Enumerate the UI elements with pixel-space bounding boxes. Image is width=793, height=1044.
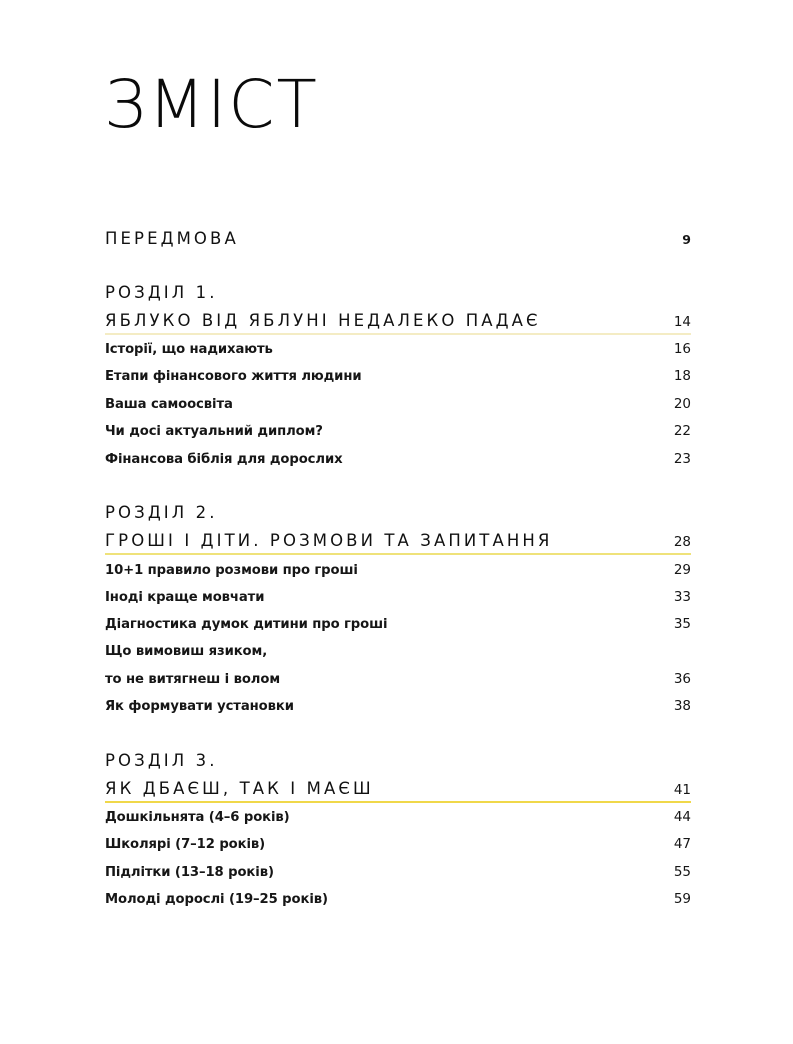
entry-page-number: 16 [673,341,691,357]
entry-page-number: 29 [673,562,691,578]
toc-entry[interactable] [105,589,691,605]
toc-entry[interactable] [105,836,691,852]
entry-page-number: 55 [673,864,691,880]
chapter-label: РОЗДІЛ 1. [105,283,218,302]
toc-entry[interactable] [105,562,691,578]
chapter-label: РОЗДІЛ 2. [105,503,218,522]
toc-entry[interactable] [105,809,691,825]
entry-label: Як формувати установки [105,699,294,714]
chapter-page-number: 14 [673,314,691,330]
entry-page-number: 36 [673,671,691,687]
entry-label: Фінансова біблія для дорослих [105,452,343,467]
page-title: ЗМІСТ [104,66,319,143]
entry-label: Іноді краще мовчати [105,590,265,605]
chapter-1-divider [105,333,691,335]
entry-page-number: 18 [673,368,691,384]
entry-label: Школярі (7–12 років) [105,837,266,852]
entry-page-number: 23 [673,451,691,467]
toc-entry[interactable] [105,644,691,659]
toc-entry[interactable] [105,396,691,412]
toc-entry[interactable] [105,671,691,687]
toc-entry[interactable] [105,451,691,467]
toc-entry[interactable] [105,864,691,880]
entry-page-number: 47 [673,836,691,852]
entry-page-number: 35 [673,616,691,632]
toc-entry[interactable] [105,341,691,357]
chapter-2-number [105,503,691,522]
chapter-title: ГРОШІ І ДІТИ. РОЗМОВИ ТА ЗАПИТАННЯ [105,531,553,550]
entry-page-number: 44 [673,809,691,825]
toc-entry-preface[interactable] [105,229,691,248]
chapter-page-number: 41 [673,782,691,798]
entry-label: Чи досі актуальний диплом? [105,424,323,439]
toc-entry[interactable] [105,891,691,907]
entry-label: Діагностика думок дитини про гроші [105,617,388,632]
preface-page-number: 9 [682,232,691,247]
entry-label: Історії, що надихають [105,342,273,357]
entry-label: Молоді дорослі (19–25 років) [105,892,328,907]
chapter-1-number [105,283,691,302]
chapter-title: ЯБЛУКО ВІД ЯБЛУНІ НЕДАЛЕКО ПАДАЄ [105,311,541,330]
entry-label: Ваша самоосвіта [105,397,233,412]
entry-page-number: 59 [673,891,691,907]
entry-label: Підлітки (13–18 років) [105,865,274,880]
entry-label: Етапи фінансового життя людини [105,369,362,384]
entry-page-number: 33 [673,589,691,605]
preface-label: ПЕРЕДМОВА [105,229,239,248]
toc-entry[interactable] [105,616,691,632]
chapter-page-number: 28 [673,534,691,550]
entry-page-number: 38 [673,698,691,714]
entry-page-number: 22 [673,423,691,439]
toc-entry-chapter-1[interactable] [105,311,691,330]
entry-page-number: 20 [673,396,691,412]
toc-entry[interactable] [105,423,691,439]
entry-label: 10+1 правило розмови про гроші [105,563,358,578]
chapter-2-divider [105,553,691,555]
toc-entry-chapter-2[interactable] [105,531,691,550]
toc-entry[interactable] [105,368,691,384]
chapter-title: ЯК ДБАЄШ, ТАК І МАЄШ [105,779,374,798]
entry-label: то не витягнеш і волом [105,672,280,687]
chapter-3-number [105,751,691,770]
toc-entry-chapter-3[interactable] [105,779,691,798]
chapter-3-divider [105,801,691,803]
toc-entry[interactable] [105,698,691,714]
entry-label: Дошкільнята (4–6 років) [105,810,290,825]
entry-label: Що вимовиш язиком, [105,644,268,659]
chapter-label: РОЗДІЛ 3. [105,751,218,770]
